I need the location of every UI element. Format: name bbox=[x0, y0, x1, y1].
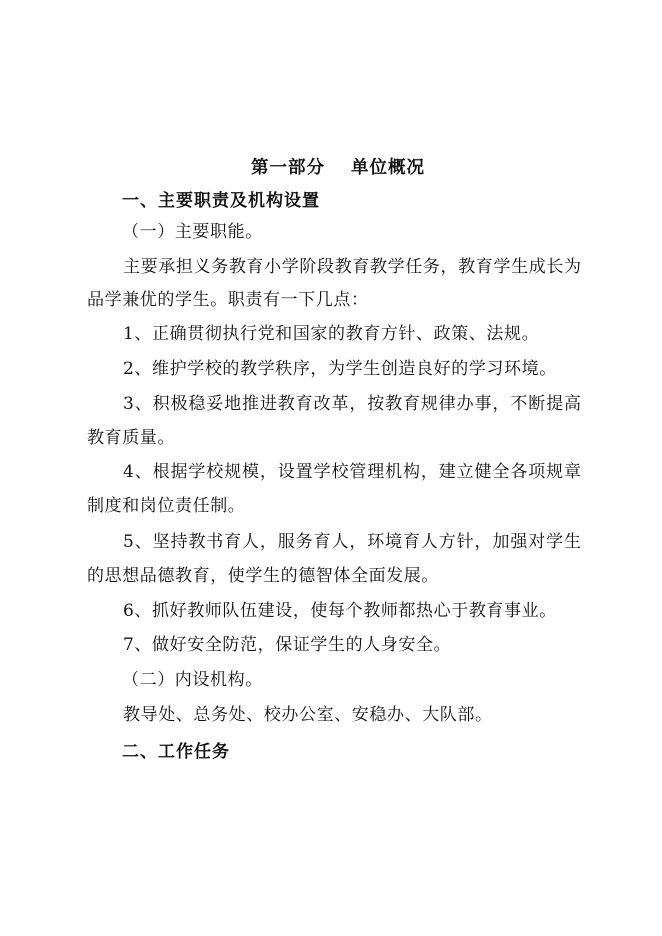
list-item-4-line2: 制度和岗位责任制。 bbox=[87, 496, 246, 516]
page-title-part1: 第一部分 bbox=[251, 158, 325, 178]
list-item-5-line1: 5、坚持教书育人，服务育人，环境育人方针，加强对学生 bbox=[123, 532, 581, 552]
list-item-3-line1: 3、积极稳妥地推进教育改革，按教育规律办事，不断提高 bbox=[123, 394, 581, 414]
departments-list: 教导处、总务处、校办公室、安稳办、大队部。 bbox=[123, 705, 493, 725]
page-title bbox=[251, 157, 425, 179]
list-item-3-line2: 教育质量。 bbox=[87, 428, 175, 448]
list-item-1: 1、正确贯彻执行党和国家的教育方针、政策、法规。 bbox=[123, 324, 540, 344]
list-item-7: 7、做好安全防范，保证学生的人身安全。 bbox=[123, 635, 452, 655]
intro-paragraph-line1: 主要承担义务教育小学阶段教育教学任务，教育学生成长为 bbox=[123, 257, 581, 277]
subsection1-heading: （一）主要职能。 bbox=[122, 222, 263, 242]
page-title-part2: 单位概况 bbox=[351, 158, 425, 178]
list-item-4-line1: 4、根据学校规模，设置学校管理机构，建立健全各项规章 bbox=[123, 462, 581, 482]
list-item-2: 2、维护学校的教学秩序，为学生创造良好的学习环境。 bbox=[123, 359, 557, 379]
list-item-6: 6、抓好教师队伍建设，使每个教师都热心于教育事业。 bbox=[123, 601, 557, 621]
subsection2-heading: （二）内设机构。 bbox=[122, 670, 263, 690]
list-item-5-line2: 的思想品德教育，使学生的德智体全面发展。 bbox=[87, 566, 439, 586]
intro-paragraph-line2: 品学兼优的学生。职责有一下几点： bbox=[87, 290, 369, 310]
section1-heading: 一、主要职责及机构设置 bbox=[122, 191, 320, 211]
section2-heading: 二、工作任务 bbox=[122, 742, 230, 762]
